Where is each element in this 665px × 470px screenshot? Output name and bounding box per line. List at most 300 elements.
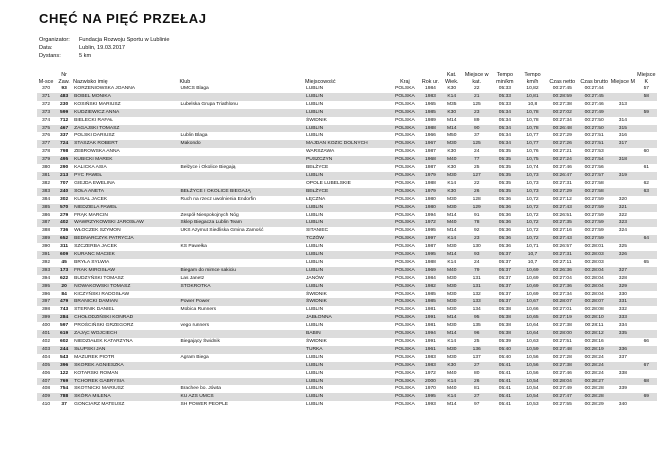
cell-city: BEŁŻYCE <box>305 165 329 171</box>
table-row <box>37 85 657 93</box>
cell-birth-year: 1983 <box>420 362 441 370</box>
cell-club <box>180 148 305 156</box>
cell-birth-year: 1966 <box>425 133 436 139</box>
cell-pace: 05:38 <box>491 314 519 322</box>
cell-city: LUBLIN <box>305 244 324 250</box>
cell-place: 395 <box>37 283 55 291</box>
cell-net-time: 00:27:45 <box>552 86 572 91</box>
cell-place-m: 332 <box>618 307 627 313</box>
cell-place-k <box>636 330 657 338</box>
column-header-name: Nazwisko imię <box>73 78 108 85</box>
cell-place: 381 <box>37 172 55 180</box>
cell-place-k <box>636 243 657 251</box>
cell-category: K14 <box>441 393 462 401</box>
cell-city: JABŁONNA <box>305 314 390 322</box>
cell-bib: 597 <box>60 323 69 329</box>
cell-name: NIEDZIAŁEK KATARZYNA <box>74 339 133 344</box>
cell-category: M40 <box>441 219 462 227</box>
cell-net-time: 00:26:48 <box>546 125 578 133</box>
cell-birth-year: 1988 <box>420 125 441 133</box>
table-row <box>37 125 657 133</box>
cell-birth-year: 2000 <box>420 378 441 386</box>
cell-gross-time: 00:28:08 <box>584 307 604 313</box>
cell-country: POLSKA <box>395 307 415 313</box>
cell-birth-year: 1970 <box>425 386 436 392</box>
cell-place-m: 340 <box>618 402 627 408</box>
cell-place-m: 333 <box>610 314 636 322</box>
cell-category-place: 27 <box>462 393 491 401</box>
cell-net-time: 00:27:16 <box>552 228 572 234</box>
cell-net-time: 00:27:28 <box>552 354 572 360</box>
cell-club: vego runners <box>180 323 210 329</box>
cell-place: 402 <box>41 339 51 344</box>
cell-club: SH POWER PEOPLE <box>180 402 229 408</box>
table-header <box>37 65 657 85</box>
cell-bib: 93 <box>61 86 67 91</box>
cell-place: 405 <box>37 362 55 370</box>
cell-category-place: 24 <box>473 259 480 265</box>
table-body <box>37 85 657 409</box>
cell-name: KUSAL JACEK <box>74 196 108 202</box>
table-row <box>37 243 657 251</box>
cell-city: LUBLIN <box>305 251 390 259</box>
cell-category: M14 <box>441 251 462 259</box>
cell-place-m: 330 <box>618 291 627 297</box>
cell-category: K30 <box>447 86 457 91</box>
cell-category-place: 37 <box>473 133 480 139</box>
cell-category: M14 <box>446 402 457 408</box>
table-row <box>37 140 657 148</box>
cell-club: BEŁŻYCE I OKOLICE BIEGAJĄ <box>180 188 305 196</box>
cell-bib: 244 <box>55 346 73 354</box>
cell-net-time: 00:27:31 <box>552 180 572 186</box>
cell-name: PROŚCIŃSKI GRZEGORZ <box>74 323 134 329</box>
meta-label: Organizator: <box>39 37 70 43</box>
meta-value: 5 km <box>79 53 92 59</box>
cell-place-m: 324 <box>618 228 627 234</box>
cell-net-time: 00:27:01 <box>552 307 572 313</box>
cell-place-m <box>610 180 636 188</box>
cell-place: 398 <box>41 307 51 313</box>
table-row <box>37 251 657 259</box>
cell-pace: 05:35 <box>498 165 511 171</box>
cell-place-k <box>636 140 657 148</box>
table-row <box>37 306 657 314</box>
cell-category-place: 81 <box>473 386 480 392</box>
cell-speed: 10,69 <box>526 275 539 281</box>
cell-place-k <box>636 306 657 314</box>
cell-category: M14 <box>446 228 457 234</box>
cell-bib: 396 <box>55 362 73 370</box>
cell-pace: 05:37 <box>491 267 519 275</box>
cell-speed: 10,69 <box>519 283 547 291</box>
cell-net-time: 00:27:31 <box>546 251 578 259</box>
cell-category: M30 <box>441 172 462 180</box>
cell-pace: 05:37 <box>491 298 519 306</box>
cell-speed: 10,67 <box>519 298 547 306</box>
cell-place-m: 335 <box>610 330 636 338</box>
cell-category-place: 26 <box>462 188 491 196</box>
cell-city: ŚWIDNIK <box>305 339 327 344</box>
cell-place: 385 <box>37 204 55 212</box>
cell-name: SZCZERBA JACEK <box>74 244 118 250</box>
cell-pace: 05:41 <box>498 402 511 408</box>
cell-gross-time: 00:28:04 <box>578 267 610 275</box>
cell-place-k: 64 <box>636 235 657 243</box>
cell-net-time: 00:27:51 <box>552 339 572 344</box>
cell-place: 394 <box>41 275 51 281</box>
cell-place-k <box>636 401 657 409</box>
cell-club <box>180 370 305 378</box>
cell-speed: 10,8 <box>527 101 538 107</box>
cell-speed: 10,7 <box>527 259 538 265</box>
cell-pace: 05:41 <box>498 386 511 392</box>
cell-category-place: 89 <box>473 117 480 123</box>
cell-place-m: 318 <box>610 156 636 164</box>
cell-place: 401 <box>37 330 55 338</box>
cell-place: 389 <box>37 235 55 243</box>
cell-club: Power Power <box>180 298 305 306</box>
cell-birth-year: 1985 <box>420 298 441 306</box>
cell-name: BUDZYŃSKI TOMASZ <box>74 275 124 281</box>
table-row <box>37 267 657 275</box>
cell-birth-year: 1983 <box>420 93 441 101</box>
cell-place-m: 319 <box>610 172 636 180</box>
cell-category-place: 21 <box>462 93 491 101</box>
cell-pace: 05:35 <box>491 172 519 180</box>
cell-place-k <box>636 219 657 227</box>
cell-category-place: 128 <box>472 196 481 202</box>
cell-name: KORZENIOWSKA JOANNA <box>74 86 136 91</box>
cell-city: LUBLIN <box>305 402 324 408</box>
cell-place: 383 <box>37 188 55 196</box>
cell-name: KURANC MACIEK <box>73 251 179 259</box>
cell-speed: 10,73 <box>526 180 539 186</box>
cell-net-time: 00:27:47 <box>546 393 578 401</box>
cell-speed: 10,82 <box>526 86 539 91</box>
table-row <box>37 298 657 306</box>
cell-net-time: 00:27:02 <box>546 109 578 117</box>
cell-category: M30 <box>441 283 462 291</box>
cell-place: 378 <box>41 149 51 155</box>
table-row <box>37 101 657 109</box>
cell-category: M40 <box>446 370 457 376</box>
cell-gross-time: 00:28:19 <box>578 346 610 354</box>
cell-place: 372 <box>41 101 51 107</box>
cell-bib: 743 <box>60 307 69 313</box>
table-row <box>37 196 657 204</box>
cell-net-time: 00:27:38 <box>552 101 572 107</box>
cell-city: SITANIEC <box>305 228 329 234</box>
cell-speed: 10,56 <box>519 362 547 370</box>
cell-net-time: 00:27:34 <box>552 291 572 297</box>
cell-country: POLSKA <box>395 117 415 123</box>
cell-name: KALICKA ASIA <box>74 165 107 171</box>
cell-birth-year: 1989 <box>425 117 436 123</box>
cell-category-place: 25 <box>473 165 480 171</box>
cell-category: K14 <box>447 180 457 186</box>
cell-gross-time: 00:28:04 <box>584 275 604 281</box>
cell-city: LUBLIN <box>305 172 390 180</box>
cell-name: KICZYŃSKI RADOSŁAW <box>74 291 130 297</box>
cell-category: K14 <box>441 378 462 386</box>
cell-place: 399 <box>37 314 55 322</box>
cell-place-k <box>636 346 657 354</box>
cell-bib: 724 <box>55 140 73 148</box>
table-row <box>37 338 657 346</box>
cell-birth-year: 1987 <box>425 244 436 250</box>
cell-speed: 10,56 <box>526 354 539 360</box>
table-row <box>37 172 657 180</box>
cell-birth-year: 1995 <box>420 251 441 259</box>
cell-category: M30 <box>441 298 462 306</box>
column-header-bib: Nr Zaw. <box>58 72 70 85</box>
cell-net-time: 00:27:19 <box>546 314 578 322</box>
cell-name: SOŁA ANETA <box>73 188 179 196</box>
cell-club <box>180 204 305 212</box>
cell-net-time: 00:27:43 <box>546 204 578 212</box>
table-row <box>37 109 657 117</box>
cell-bib: 712 <box>60 117 69 123</box>
cell-country: POLSKA <box>395 165 415 171</box>
table-row <box>37 148 657 156</box>
cell-city: LUBLIN <box>305 125 390 133</box>
cell-speed: 10,54 <box>519 378 547 386</box>
column-header-place-k: Miejsce K <box>637 72 656 85</box>
cell-gross-time: 00:27:56 <box>584 165 604 171</box>
cell-club: Biegam do mimce sakiciu <box>180 267 305 275</box>
cell-place: 386 <box>41 212 51 218</box>
cell-category-place: 90 <box>462 125 491 133</box>
table-row <box>37 330 657 338</box>
cell-gross-time: 00:28:04 <box>584 291 604 297</box>
cell-city: TURKA <box>305 346 390 354</box>
cell-pace: 05:38 <box>491 330 519 338</box>
cell-place-k <box>636 251 657 259</box>
cell-name: SKOTNICKI MARIUSZ <box>74 386 124 392</box>
cell-country: POLSKA <box>390 314 420 322</box>
cell-place-m: 315 <box>610 125 636 133</box>
table-row <box>37 156 657 164</box>
cell-name: SKÓRA MILENA <box>73 393 179 401</box>
cell-club <box>180 125 305 133</box>
cell-category: M30 <box>446 323 457 329</box>
cell-country: POLSKA <box>395 196 415 202</box>
cell-category: K14 <box>441 93 462 101</box>
cell-speed: 10,78 <box>526 117 539 123</box>
cell-net-time: 00:27:36 <box>546 283 578 291</box>
cell-place-k <box>636 291 657 299</box>
cell-country: POLSKA <box>395 133 415 139</box>
cell-club <box>180 291 305 299</box>
cell-place: 408 <box>41 386 51 392</box>
cell-gross-time: 00:28:11 <box>584 323 604 329</box>
cell-place-m: 328 <box>618 275 627 281</box>
cell-name: SKOREK AGNIESZKA <box>73 362 179 370</box>
cell-place-m: 337 <box>618 354 627 360</box>
column-header-speed: Tempo km/h <box>524 72 541 85</box>
cell-category-place: 125 <box>472 101 481 107</box>
cell-name: KUDZIEWICZ ANNA <box>73 109 179 117</box>
cell-place-m <box>610 93 636 101</box>
cell-speed: 10,73 <box>519 188 547 196</box>
cell-speed: 10,69 <box>526 291 539 297</box>
cell-net-time: 00:27:29 <box>546 188 578 196</box>
cell-place-k <box>636 132 657 140</box>
cell-name: FRĄK MARCIN <box>74 212 108 218</box>
cell-club: KU AZS UMCS <box>180 393 305 401</box>
cell-city: LUBLIN <box>305 133 324 139</box>
cell-place-k <box>636 227 657 235</box>
cell-pace: 05:37 <box>491 251 519 259</box>
cell-category-place: 77 <box>462 156 491 164</box>
cell-country: POLSKA <box>390 362 420 370</box>
cell-place-m <box>610 188 636 196</box>
cell-gross-time: 00:28:24 <box>584 354 604 360</box>
cell-pace: 05:39 <box>498 339 511 344</box>
cell-place-k: 62 <box>643 180 650 186</box>
cell-place-k: 68 <box>636 378 657 386</box>
cell-place: 404 <box>41 354 51 360</box>
cell-speed: 10,72 <box>519 219 547 227</box>
cell-category-place: 80 <box>473 370 480 376</box>
cell-place-m: 338 <box>618 370 627 376</box>
cell-city: LUBLIN <box>305 109 390 117</box>
cell-category-place: 135 <box>472 323 481 329</box>
cell-pace: 05:33 <box>498 86 511 91</box>
cell-gross-time: 00:27:44 <box>584 86 604 91</box>
cell-category-place: 125 <box>462 140 491 148</box>
cell-place-k <box>636 267 657 275</box>
cell-pace: 05:41 <box>491 393 519 401</box>
cell-club <box>180 235 305 243</box>
cell-birth-year: 1985 <box>420 109 441 117</box>
cell-city: OPOLE LUBELSKIE <box>305 180 351 186</box>
cell-pace: 05:36 <box>491 235 519 243</box>
cell-city: TCZÓW <box>305 235 390 243</box>
cell-bib: 707 <box>60 180 69 186</box>
cell-net-time: 00:27:38 <box>546 362 578 370</box>
cell-city: ŁĘCZNA <box>305 196 326 202</box>
cell-name: CHOŁODZIŃSKI KONRAD <box>73 314 179 322</box>
cell-place-k <box>636 204 657 212</box>
cell-place: 391 <box>37 251 55 259</box>
column-header-gross-time: Czas brutto <box>580 78 608 85</box>
cell-category-place: 23 <box>462 235 491 243</box>
cell-speed: 10,54 <box>519 393 547 401</box>
cell-city: LUBLIN <box>305 93 390 101</box>
cell-net-time: 00:27:11 <box>552 259 572 265</box>
cell-city: LUBLIN <box>305 378 390 386</box>
cell-city: BABIN <box>305 330 390 338</box>
cell-category: M30 <box>441 346 462 354</box>
cell-club: Agram Biega <box>180 354 209 360</box>
cell-city: ŚWIDNIK <box>305 291 327 297</box>
column-header-place: M-sce <box>38 78 54 85</box>
cell-place-k: 61 <box>643 165 650 171</box>
cell-place-m: 323 <box>610 219 636 227</box>
cell-birth-year: 1981 <box>425 323 436 329</box>
cell-pace: 05:35 <box>498 180 511 186</box>
cell-city: LUBLIN <box>305 259 324 265</box>
cell-net-time: 00:27:26 <box>546 140 578 148</box>
cell-birth-year: 1979 <box>420 188 441 196</box>
cell-place-m <box>610 338 636 346</box>
cell-club: STOKROTKA <box>180 283 305 291</box>
cell-net-time: 00:28:04 <box>546 378 578 386</box>
cell-place-m <box>610 164 636 172</box>
cell-club <box>180 259 305 267</box>
table-row <box>37 401 657 409</box>
cell-pace: 05:34 <box>491 125 519 133</box>
table-row <box>37 117 657 125</box>
cell-name: WŁOCZEK SZYMON <box>74 228 121 234</box>
cell-place-m <box>610 362 636 370</box>
cell-bib: 609 <box>55 251 73 259</box>
cell-name: KOTARSKI ROMAN <box>74 370 119 376</box>
cell-place-k <box>636 212 657 220</box>
cell-country: POLSKA <box>390 378 420 386</box>
cell-place-m <box>610 109 636 117</box>
cell-city: WARSZAWA <box>305 149 335 155</box>
cell-speed: 10,74 <box>526 165 539 171</box>
cell-name: STERNIK DANIEL <box>74 307 115 313</box>
cell-pace: 05:34 <box>491 109 519 117</box>
cell-pace: 05:38 <box>498 307 511 313</box>
cell-bib: 337 <box>60 133 69 139</box>
cell-category: K30 <box>447 165 457 171</box>
cell-name: POLSKI DARIUSZ <box>74 133 115 139</box>
cell-country: POLSKA <box>395 101 415 107</box>
column-header-category: Kat. Wiek. <box>444 72 459 85</box>
cell-birth-year: 1967 <box>420 140 441 148</box>
cell-bib: 290 <box>60 165 69 171</box>
cell-bib: 84 <box>61 291 67 297</box>
cell-name: ZEBROWSKA ANNA <box>74 149 120 155</box>
cell-category: K30 <box>441 109 462 117</box>
cell-club: UKS Azymut Siedliska Gmina Zamość <box>180 228 264 234</box>
cell-country: POLSKA <box>390 125 420 133</box>
cell-city: LUBLIN <box>305 86 324 91</box>
cell-birth-year: 1995 <box>420 393 441 401</box>
cell-place-k <box>636 322 657 330</box>
cell-club: Las Janetz <box>180 275 205 281</box>
cell-birth-year: 1983 <box>425 354 436 360</box>
cell-category: M50 <box>446 133 457 139</box>
cell-place-m: 331 <box>610 298 636 306</box>
cell-bib: 45 <box>61 259 67 265</box>
cell-name: PYC PAWEŁ <box>73 172 179 180</box>
cell-city: LUBLIN <box>305 212 324 218</box>
cell-club: Zespół Niespokojnych Nóg <box>180 212 239 218</box>
cell-name: NIEDZIELA PAWEŁ <box>73 204 179 212</box>
cell-category-place: 27 <box>462 362 491 370</box>
cell-gross-time: 00:27:51 <box>584 133 604 139</box>
cell-gross-time: 00:28:29 <box>584 402 604 408</box>
cell-birth-year: 1991 <box>420 314 441 322</box>
cell-place-m <box>610 259 636 267</box>
cell-net-time: 00:28:00 <box>546 330 578 338</box>
table-row <box>37 322 657 330</box>
cell-pace: 05:34 <box>491 140 519 148</box>
cell-bib: 602 <box>60 339 69 344</box>
cell-city: LUBLIN <box>305 386 324 392</box>
cell-place-k <box>636 385 657 393</box>
cell-place-k: 67 <box>636 362 657 370</box>
cell-country: POLSKA <box>395 212 415 218</box>
cell-net-time: 00:26:57 <box>552 244 572 250</box>
cell-country: POLSKA <box>395 370 415 376</box>
